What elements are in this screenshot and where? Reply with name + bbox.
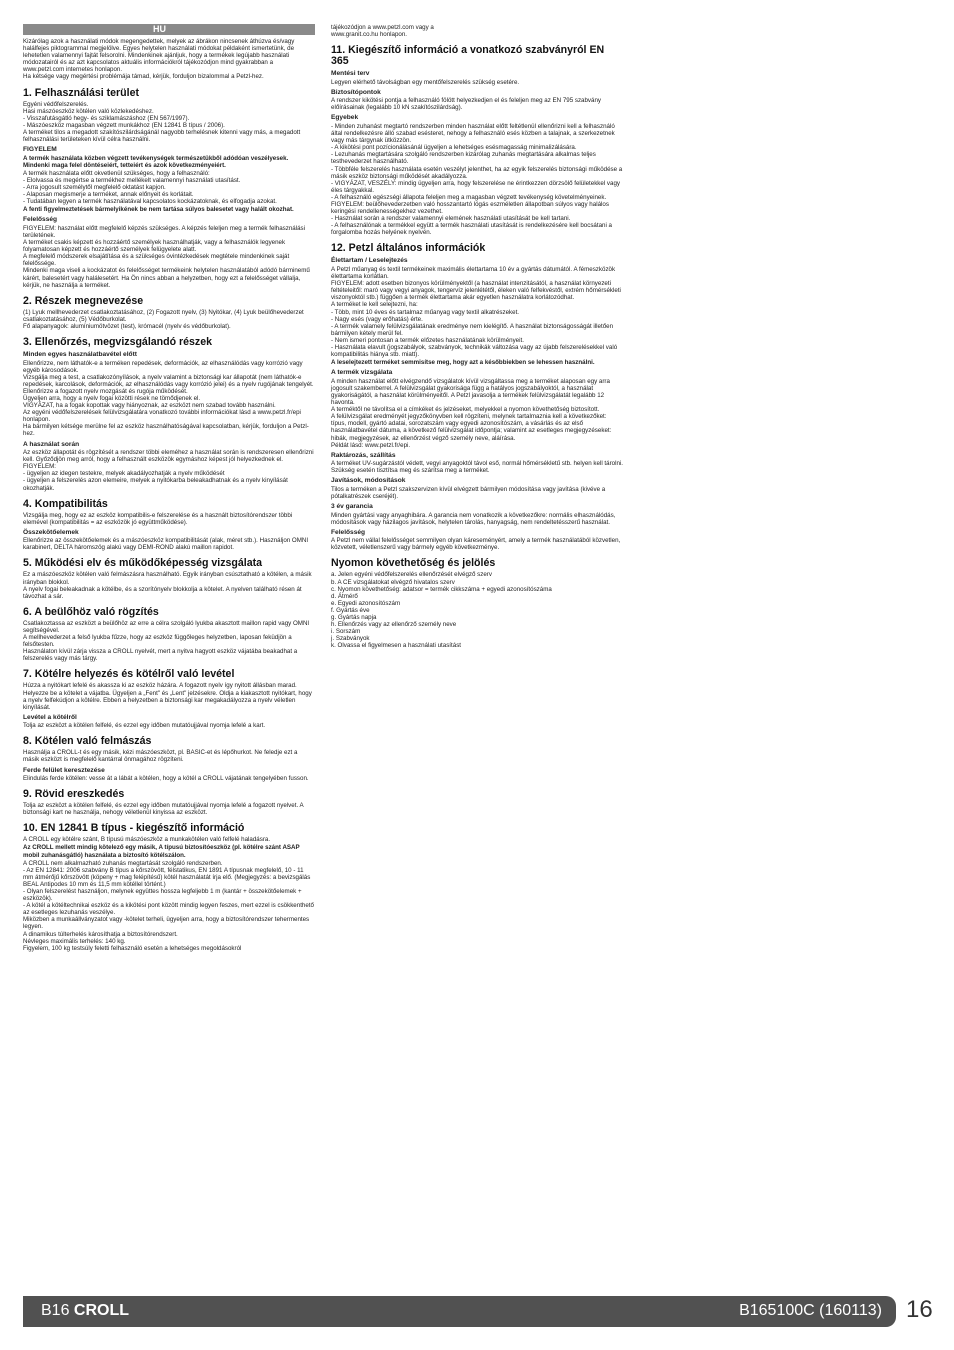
continued-text: tájékozódjon a www.petzl.com vagy a www.granit.co.hu honlapon. [331,24,434,39]
footer-product [41,1302,129,1320]
section-12-subtitle-4: Javítások, módosítások [331,477,406,485]
left-column [23,24,315,953]
section-10-title: 10. EN 12841 B típus - kiegészítő információ [23,822,245,835]
section-12-text-6: A Petzl nem vállal felelősséget semmilyen olyan káreseményért, amely a termék használatából közvetlen, közvetett, véletlenszerű vagy bármely egyéb következménye. [331,537,621,552]
section-12-subtitle-1: Élettartam / Leselejtezés [331,257,408,265]
section-1-warning-1: A termék használata közben végzett tevékenységek természetükből adódóan veszélyesek. Mindenki maga felel döntéseiért, tetteiért és azok következményeiért. [23,154,289,169]
section-13-title: Nyomon követhetőség és jelölés [331,557,496,570]
section-12-text-5: Minden gyártási vagy anyaghibára. A garancia nem vonatkozik a következőkre: normális elhasználódás, módosítások vagy házilagos javítások, helytelen tárolás, hanyagság, nem rendeltetésszerű használat. [331,511,616,526]
section-2-title: 2. Részek megnevezése [23,294,144,307]
section-11-subtitle-2: Biztosítópontok [331,88,381,96]
section-5-text: Ez a mászóeszköz kötélen való felmászásra használható. Egyik irányban csúsztatható a kötélen, a másik irányban blokkol. A nyelv fogai beleakadnak a kötélbe, és a szorítónyelv blokkolja a kötelet. A nyelven található résen át távozhat a sár. [23,571,312,600]
section-11-text-1: Legyen elérhető távolságban egy mentőfelszerelés szükség esetére. [331,78,520,86]
section-9-title: 9. Rövid ereszkedés [23,788,125,801]
section-3-text-2: Az eszköz állapotát és rögzítését a rendszer többi eleméhez a használat során is rendszeresen ellenőrizni kell. Győződjön meg arról, hogy a felhasznált eszközök egymáshoz képest jól helyezkednek el. FIGYELEM: - ügyeljen az idegen testekre, melyek akadályozhatják a nyelv működését - ügyeljen a felszerelés azon elemeire, melyek a nyitókarba beleakadhatnak és a nyelv kinyílását okozhatják. [23,449,314,492]
section-6-title: 6. A beülőhöz való rögzítés [23,605,159,618]
section-1-text: Egyéni védőfelszerelés. Hasi mászóeszköz kötélen való közlekedéshez. - Visszafutásgátló hegy- és sziklamászáshoz (EN 567/1997). - Mászóeszköz magasban végzett munkákhoz (EN 12841 B típus / 2006). A terméket tilos a megadott szakítószilárdságánál nagyobb terhelésnek kitenni vagy más, a megadott felhasználási területeken kívül célra használni. [23,100,301,144]
section-8-title: 8. Kötélen való felmászás [23,735,152,748]
section-7-title: 7. Kötélre helyezés és kötélről való levétel [23,668,235,681]
section-11-text-3: - Minden zuhanást megtartó rendszerben minden használat előtt feltétlenül ellenőrizni kell a felhasználó által rendelkezésre álló szabad esésteret, nehogy a felhasználó esés közben a talajnak, a szerkezetnek vagy más tárgynak ütközzön. - A kikötési pont pozícionálásánál ügyeljen a lehetséges esésmagasság minimalizálására. - Lezuhanás megtartására szolgáló rendszerben kizárólag zuhanás megtartására alkalmas teljes testhevederzet használható. - Többféle felszerelés használata esetén veszélyt jelenthet, ha az egyik felszerelés biztonsági működése a másik eszköz biztonsági működését akadályozza. - VIGYÁZAT, VESZÉLY: mindig ügyeljen arra, hogy felszerelése ne érintkezzen dörzsölő felületekkel vagy éles tárgyakkal. - A felhasználó egészségi állapota feleljen meg a magasban végzett tevékenység követelményeinek. FIGYELEM: beülőhevederzetben való hosszantartó lógás eszméletlen állapotban súlyos vagy halálos keringési rendellenességekhez vezethet. - Használat során a rendszer valamennyi elemének használati utasítását be kell tartani. - A felhasználónak a termékkel együtt a termék használati utasítását is rendelkezésére kell bocsátani a forgalomba hozás helyének nyelvén. [331,122,623,237]
section-12-text-3: A terméket UV-sugárzástól védett, vegyi anyagoktól távol eső, normál hőmérsékletű stb. helyen kell tárolni. Szükség esetén tisztítsa meg és szárítsa meg a terméket. [331,460,623,475]
section-1-responsibility-text: FIGYELEM: használat előtt megfelelő képzés szükséges. A képzés feleljen meg a termék felhasználási területének. A terméket csakis képzett és hozzáértő személyek használhatják, vagy a felhasználók legyenek folyamatosan képzett és hozzáértő személyek felügyelete alatt. A megfelelő módszerek elsajátítása és a szükséges óvintézkedések megtétele mindenkinek saját felelőssége. Mindenki maga viseli a kockázatot és felelősséget termékeink helytelen használatából adódó bárminemű kárért, balesetért vagy halálesetért. Ha Ön nincs abban a helyzetben, hogy ezt a felelősséget vállalja, kérjük, ne használja a terméket. [23,224,310,289]
section-8-subtitle: Ferde felület keresztezése [23,766,105,774]
section-11-subtitle-1: Mentési terv [331,70,370,78]
page-number: 16 [906,1296,933,1323]
section-11-text-2: A rendszer kikötési pontja a felhasználó fölött helyezkedjen el és feleljen meg az EN 795 szabvány előírásainak (legalább 10 kN szakítószilárdság). [331,97,602,112]
section-7-text: Húzza a nyitókart lefelé és akassza ki az eszköz házára. A fogazott nyelv így nyitott állásban marad. Helyezze be a kötelet a vájatba. Ügyeljen a „Fent" és „Lent" jelzésekre. Oldja a kiakasztott nyitókart, hogy a nyelv felfekúdjon a kötélre. Ebben a helyzetben a biztonsági kar megakadályozza a nyelv véletlen kinyílását. [23,682,312,711]
section-12-subtitle-5: 3 év garancia [331,503,373,511]
section-1-warning-title: FIGYELEM [23,146,57,154]
section-13-text: a. Jelen egyéni védőfelszerelés ellenőrzését elvégző szerv b. A CE vizsgálatokat elvégző hivatalos szerv c. Nyomon követhetőség: adatsor = termék cikkszáma + egyedi azonosítószáma d. Átmérő e. Egyedi azonosítószám f. Gyártás éve g. Gyártás napja h. Ellenőrzés vagy az ellenőrző személy neve i. Sorszám j. Szabványok k. Olvassa el figyelmesen a használati utasítást [331,571,552,650]
section-12-text-2: A minden használat előtt elvégzendő vizsgálatok kívül vizsgáltassa meg a terméket alaposan egy arra jogosult szakemberrel. A felülvizsgálat gyakorisága függ a hatályos jogszabályoktól, a használat gyakoriságától, a használat körülményeitől. A Petzl javasolja a termékek felülvizsgálatát legalább 12 havonta. A terméktől ne távolítsa el a címkéket és jelzéseket, melyekkel a nyomon követhetőség biztosított. A felülvizsgálat eredményét jegyzőkönyvben kell rögzíteni, melynek tartalmaznia kell a következőket: típus, modell, gyártó adatai, sorozatszám vagy egyedi azonosítószám, a vásárlás és az első használatbavétel dátuma, a következő felülvizsgálat időpontja; valamint az esetleges megjegyzéseket: hibák, megjegyzések, az ellenőrzést végző személy neve, aláírása. Példát lásd: www.petzl.fr/epi. [331,377,612,449]
section-3-subtitle-1: Minden egyes használatbavétel előtt [23,351,137,358]
section-12-title: 12. Petzl általános információk [331,242,486,255]
intro-text: Kizárólag azok a használati módok megengedettek, melyek az ábrákon nincsenek áthúzva és/vagy halálfejes piktogrammal megjelölve. Egyes helytelen használati módokat példaként ismertetünk, de lehetetlen valamennyi fajtát felsorolni. Mindenkinek ajánljuk, hogy a termékek legújabb használati módozatairól és az azt kapcsolatos aktuális információkról tájékozódjon mind gyakrabban a www.petzl.com internetes honlapon. Ha kétsége vagy megértési problémája támad, kérjük, forduljon bizalommal a Petzl-hez. [23,38,295,81]
section-2-text: (1) Lyuk mellhevederzet csatlakoztatásához, (2) Fogazott nyelv, (3) Nyitókar, (4) Lyuk beülőhevederzet csatlakoztatásához, (5) Védőburkolat. Fő alapanyagok: alumíniumötvözet (test), krómacél (nyelv és védőburkolat). [23,308,304,330]
section-5-title: 5. Működési elv és működőképesség vizsgálata [23,557,263,570]
section-12-text-1: A Petzl műanyag és textil termékeinek maximális élettartama 10 év a gyártás dátumától. A fémeszközök élettartama korlátlan. FIGYELEM: adott esetben bizonyos körülményektől (a használat intenzitásától, a használat környezeti feltételeitől: maró vagy vegyi anyagok, tengervíz jelenlététől, éleken való felfekvéstől, extrém hőmérsékleti viszonyoktól stb.) függően a termék élettartama akár egyetlen használatra korlátozódhat. A terméket le kell selejtezni, ha: - Több, mint 10 éves és tartalmaz műanyag vagy textil alkatrészeket. - Nagy esés (vagy erőhatás) érte. - A termék valamely felülvizsgálatának eredménye nem kielégítő. A használat biztonságosságát illetően bármilyen kétely merül fel. - Nem ismeri pontosan a termék előzetes használatának körülményeit. - Használata elavult (jogszabályok, szabványok, technikák változása vagy az újabb felszerelésekkel való kompatibilitás hiánya stb. miatt). [331,265,621,359]
language-badge: HU [23,24,315,35]
section-10-bold: Az CROLL mellett mindig kötelező egy másik, A típusú biztosítóeszköz (pl. kötélre szánt ASAP mobil zuhanásgátló) használata a biztosító kötélszálon. [23,844,300,859]
section-10-text: A CROLL egy kötélre szánt, B típusú mászóeszköz a munkakötélen való felfelé haladásra. [23,836,271,844]
section-12-subtitle-3: Raktározás, szállítás [331,451,396,459]
section-1-title: 1. Felhasználási terület [23,86,139,99]
section-12-subtitle-2: A termék vizsgálata [331,369,393,377]
section-12-text-4: Tilos a terméken a Petzl szakszervizen kívül elvégzett bármilyen módosítása vagy javítása (kivéve a pótalkatrészek cseréjét). [331,485,606,500]
section-3-title: 3. Ellenőrzés, megvizsgálandó részek [23,336,213,348]
section-1-warning-2: A fenti figyelmeztetések bármelyikének be nem tartása súlyos balesetet vagy halált okozhat. [23,206,294,214]
section-12-subtitle-6: Felelősség [331,528,366,536]
section-3-subtitle-2: A használat során [23,440,80,448]
right-column [331,24,623,651]
section-3-text-1: Ellenőrizze, nem láthatók-e a terméken repedések, deformációk, az elhasználódás vagy korrózió vagy egyéb károsodások. Vizsgálja meg a test, a csatlakozónyílások, a nyelv valamint a biztonsági kar állapotát (nem láthatók-e repedések, karcolások, deformációk, az elhasználódás vagy korrózió jelei) és a nyelv rugójának tengelyét. Ellenőrizze a fogazott nyelv mozgását és rugója működését. Ügyeljen arra, hogy a nyelv fogai közötti rések ne tömődjenek el. VIGYÁZAT, ha a fogak kopottak vagy hiányoznak, az eszközt nem szabad tovább használni. Az egyéni védőfelszerelések felülvizsgálatára vonatkozó további információkat lásd a www.petzl.fr/epi honlapon. Ha bármilyen kétsége merülne fel az eszköz használhatóságával kapcsolatban, kérjük, forduljon a Petzl-hez. [23,359,314,438]
section-12-bold-1: A leselejtezett terméket semmisítse meg, hogy azt a későbbiekben se lehessen használni. [331,359,595,367]
section-4-text: Vizsgálja meg, hogy ez az eszköz kompatibilis-e felszerelése és a használt biztosítórendszer többi elemével (kompatibilitás = az eszközök jó együttműködése). [23,511,293,526]
footer-bar [23,1296,896,1327]
section-1-responsibility-title: Felelősség [23,216,58,224]
section-7-text-2: Tolja az eszközt a kötélen felfelé, és ezzel egy időben mutatóujjával nyomja lefelé a kart. [23,722,266,730]
footer-code: B16 [41,1302,70,1319]
section-11-title: 11. Kiegészítő információ a vonatkozó szabványról EN 365 [331,44,605,68]
section-8-text-2: Elindulás ferde kötélen: vesse át a lábát a kötélen, hogy a kötél a CROLL vájatának tengelyében fusson. [23,775,309,783]
section-7-subtitle: Levétel a kötélről [23,713,77,721]
section-6-text: Csatlakoztassa az eszközt a beülőhöz az erre a célra szolgáló lyukba akasztott maillon rapid vagy OMNI segítségével. A mellhevederzet a felső lyukba fűzze, hogy az eszköz függőleges helyzetben, laposan feküdjön a felsőtesten. Használaton kívül zárja vissza a CROLL nyelvét, mert a nyitva hagyott eszköz vájatába beakadhat a felszerelés vagy más tárgy. [23,619,310,663]
section-4-title: 4. Kompatibilitás [23,497,108,510]
section-11-subtitle-3: Egyebek [331,114,359,122]
section-4-text-2: Ellenőrizze az összekötőelemek és a mászóeszköz kompatibilitását (alak, méret stb.). Használjon OMNI karabinert, DELTA háromszög alakú vagy DEMI-ROND alakú maillon rapidot. [23,537,309,552]
section-9-text: Tolja az eszközt a kötélen felfelé, és ezzel egy időben mutatóujjával nyomja lefelé a fogazott nyelvet. A biztonsági kart ne használja, nehogy véletlenül kinyissa az eszközt. [23,802,304,817]
footer-product-name: CROLL [73,1302,130,1319]
section-1-text-2: A termék használata előtt okvetlenül szükséges, hogy a felhasználó: - Elolvassa és megértse a termékhez mellékelt valamennyi használati utasítást. - Arra jogosult személytől megfelelő oktatást kapjon. - Alaposan megismerje a terméket, annak előnyeit és korlátait. - Tudatában legyen a termék használatával kapcsolatos kockázatoknak, és elfogadja azokat. [23,169,277,206]
section-4-subtitle: Összekötőelemek [23,528,79,536]
footer-reference: B165100C (160113) [739,1302,882,1319]
section-8-text: Használja a CROLL-t és egy másik, kézi mászóeszközt, pl. BASIC-et és lépőhurkot. Ne feledje ezt a másik eszközt is megfelelő kantárral önmagához rögzíteni. [23,749,298,764]
section-10-text-2: A CROLL nem alkalmazható zuhanás megtartását szolgáló rendszerben. - Az EN 12841: 2006 szabvány B típus a kőrszövött, félstatikus, EN 1891 A típusnak megfelelő, 10 - 11 mm átmérőjű kőrszövött (köpeny + mag felépítésű) kötél használatát írja elő. (Megjegyzés: a bevizsgálás BEAL Antipodes 10 mm és 11,5 mm kötéllel történt.) - Olyan felszerelést használjon, melynek együttes hossza legfeljebb 1 m (kantár + összekötőelemek + eszközök). - A kötél a kötéltechnikai eszköz és a kikötési pont között mindig legyen feszes, mert ezzel is csökkenthető az esetleges lezuhanás veszélye. Miközben a munkaállványzatot vagy -kötelet terheli, ügyeljen arra, hogy a biztosítórendszer tehermentes legyen. A dinamikus túlterhelés károsíthatja a biztosítórendszert. Névleges maximális terhelés: 140 kg. Figyelem, 100 kg testsúly feletti felhasználó esetén a lehetséges megoldásokról [23,859,314,952]
